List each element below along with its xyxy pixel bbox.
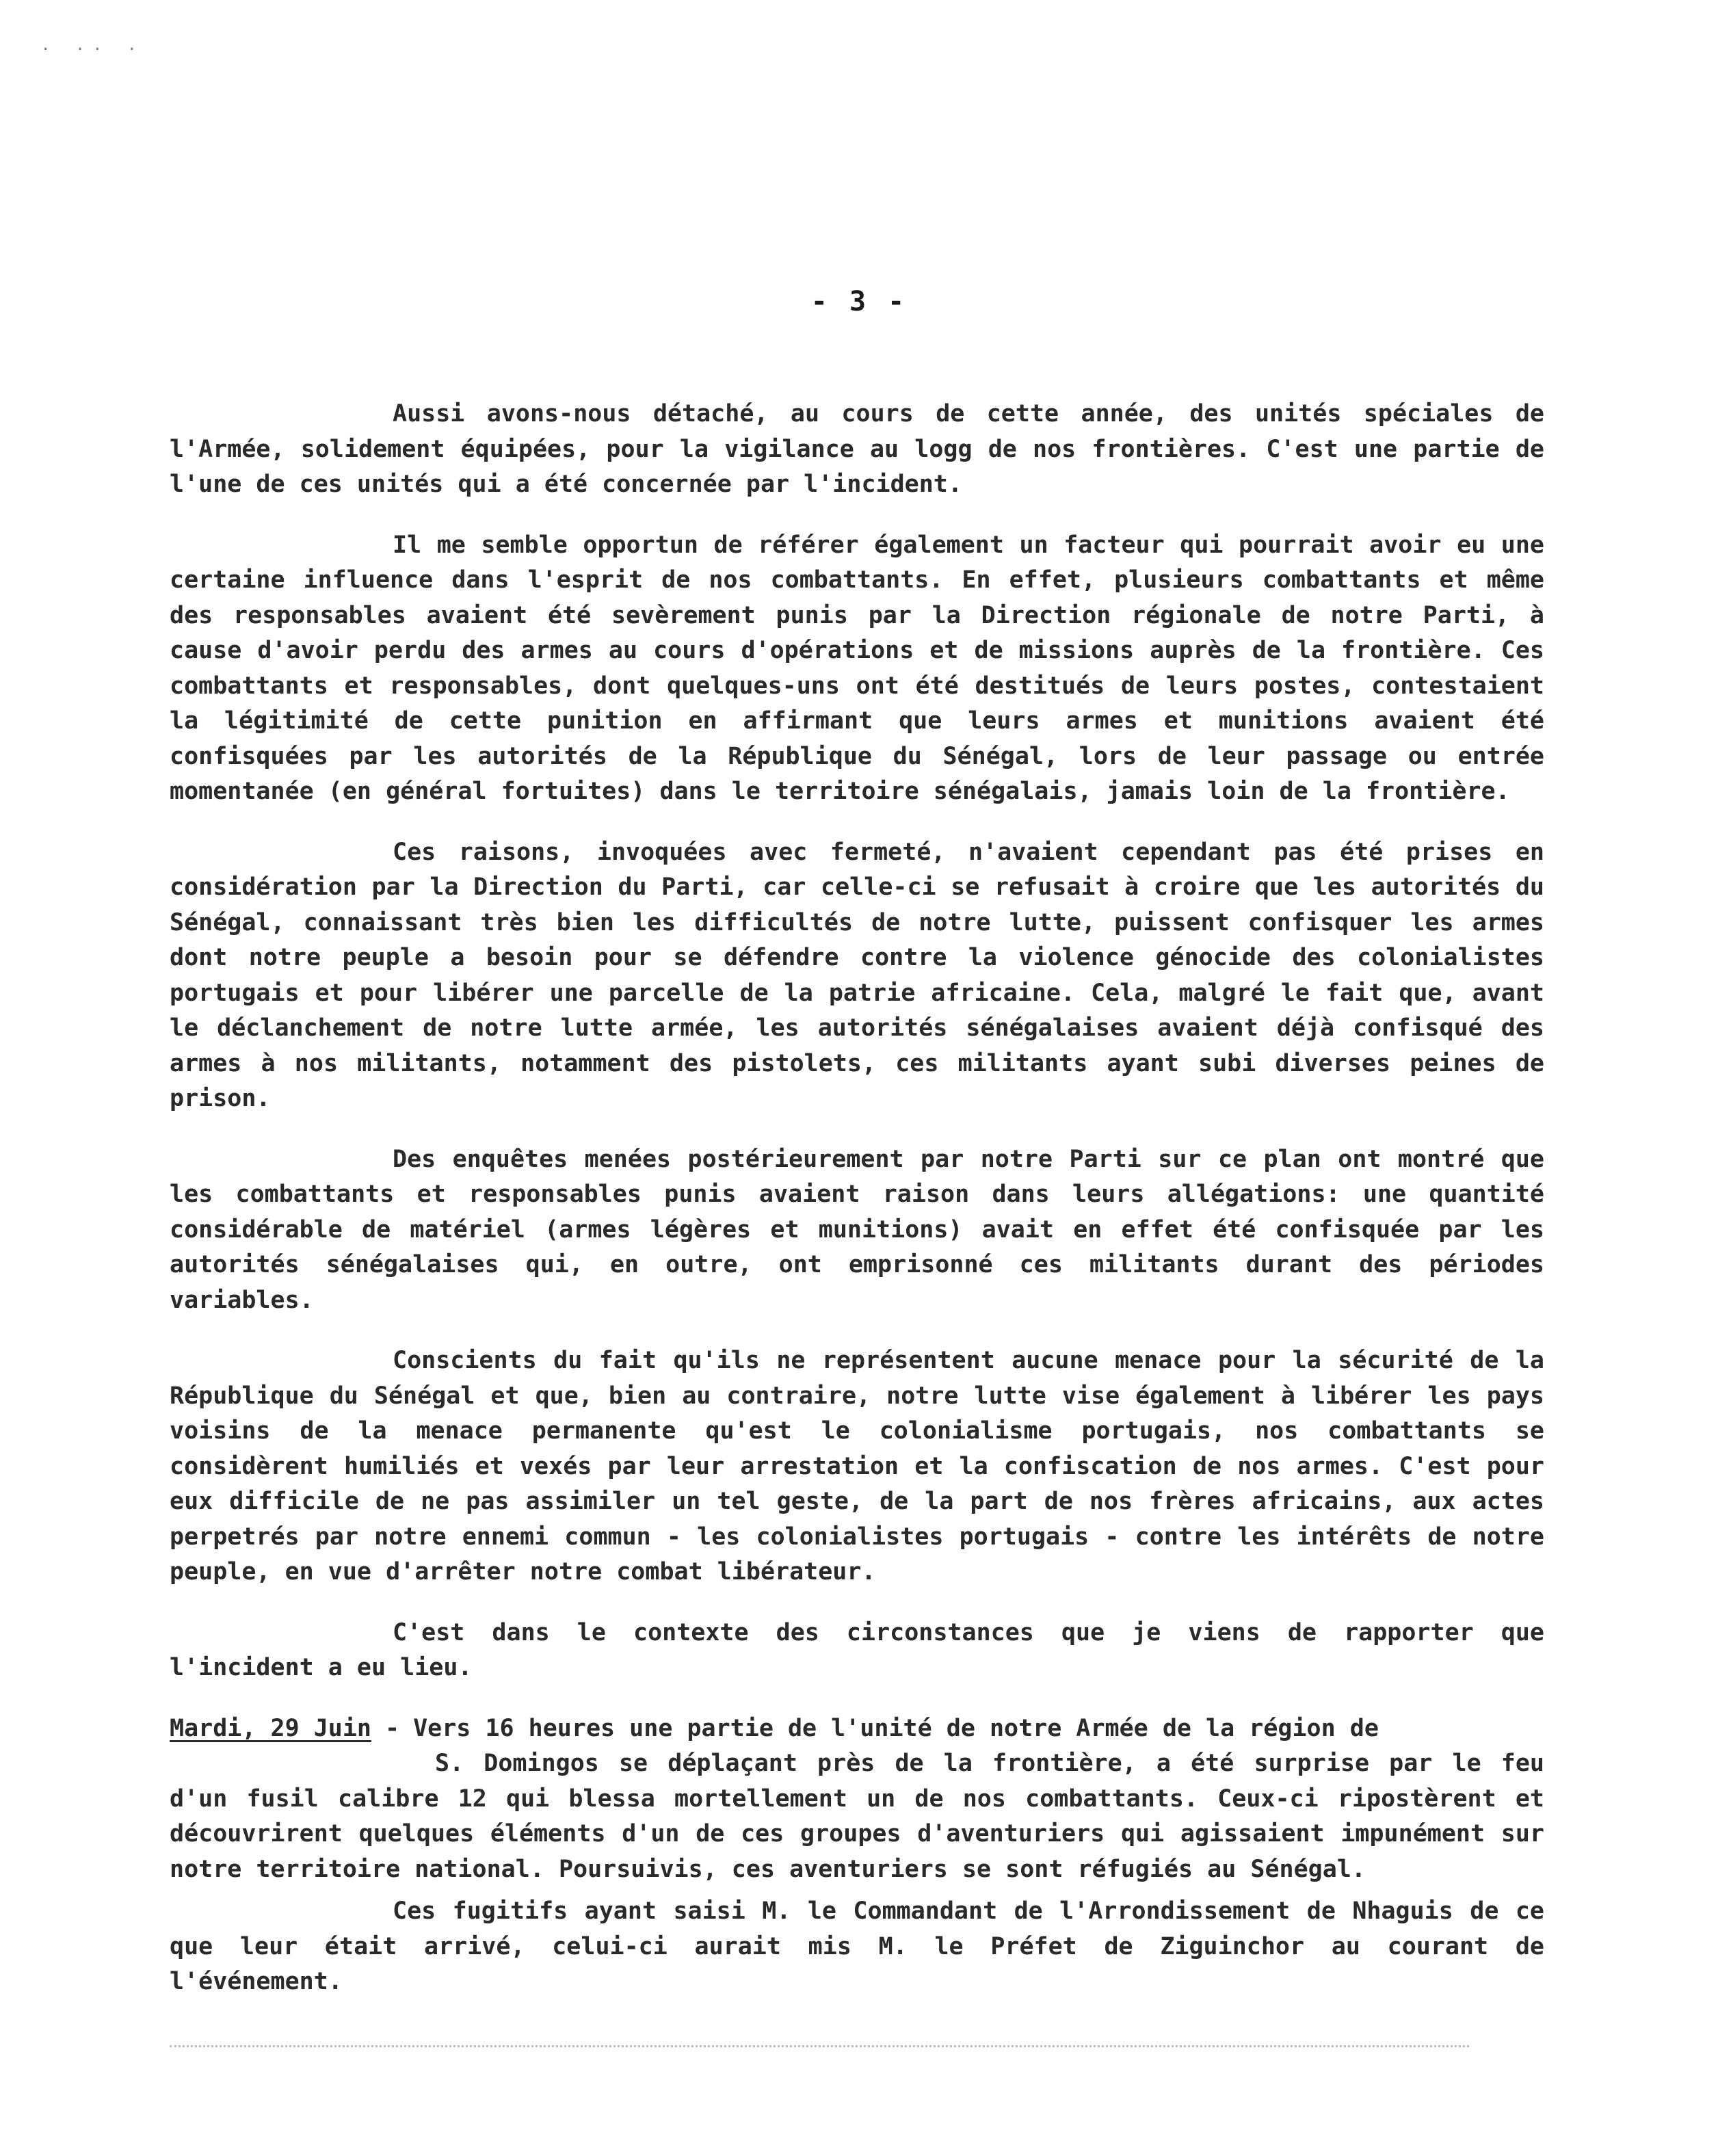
closing-paragraph: Ces fugitifs ayant saisi M. le Commandant de l'Arrondissement de Nhaguis de ce que leur était arrivé, celui-ci aurait mis M. le Préfet de Ziguinchor au courant de l'événement. (170, 1897, 1544, 1995)
dated-entry (170, 1711, 1544, 1888)
page-number: - 3 - (810, 286, 908, 317)
paragraph-2: Il me semble opportun de référer également un facteur qui pourrait avoir eu une certaine influence dans l'esprit de nos combattants. En effet, plusieurs combattants et même des responsables avaient été sevèrement punis par la Direction régionale de notre Parti, à cause d'avoir perdu des armes au cours d'opérations et de missions auprès de la frontière. Ces combattants et responsables, dont quelques-uns ont été destitués de leurs postes, contestaient la légitimité de cette punition en affirmant que leurs armes et munitions avaient été confisquées par les autorités de la République du Sénégal, lors de leur passage ou entrée momentanée (en général fortuites) dans le territoire sénégalais, jamais loin de la frontière. (170, 531, 1544, 805)
scan-artifact-line (170, 2045, 1469, 2047)
paragraph-6: C'est dans le contexte des circonstances que je viens de rapporter que l'incident a eu lieu. (170, 1618, 1544, 1681)
paragraph-4: Des enquêtes menées postérieurement par notre Parti sur ce plan ont montré que les combattants et responsables punis avaient raison dans leurs allégations: une quantité considérable de matériel (armes légères et munitions) avait en effet été confisquée par les autorités sénégalaises qui, en outre, ont emprisonné ces militants durant des périodes variables. (170, 1145, 1544, 1314)
paragraph-5: Conscients du fait qu'ils ne représentent aucune menace pour la sécurité de la République du Sénégal et que, bien au contraire, notre lutte vise également à libérer les pays voisins de la menace permanente qu'est le colonialisme portugais, nos combattants se considèrent humiliés et vexés par leur arrestation et la confiscation de nos armes. C'est pour eux difficile de ne pas assimiler un tel geste, de la part de nos frères africains, aux actes perpetrés par notre ennemi commun - les colonialistes portugais - contre les intérêts de notre peuple, en vue d'arrêter notre combat libérateur. (170, 1347, 1544, 1586)
entry-first-line-text: Vers 16 heures une partie de l'unité de notre Armée de la région de (413, 1714, 1379, 1742)
entry-date: Mardi, 29 Juin (170, 1714, 372, 1742)
dated-entry-first-line (170, 1711, 1544, 1747)
document-body (170, 397, 1544, 2025)
scan-artifact: · ·· · (41, 41, 145, 58)
paragraph-1: Aussi avons-nous détaché, au cours de cette année, des unités spéciales de l'Armée, solidement équipées, pour la vigilance au logg de nos frontières. C'est une partie de l'une de ces unités qui a été concernée par l'incident. (170, 400, 1544, 498)
entry-continuation: S. Domingos se déplaçant près de la frontière, a été surprise par le feu d'un fusil calibre 12 qui blessa mortellement un de nos combattants. Ceux-ci ripostèrent et découvrirent quelques éléments d'un de ces groupes d'aventuriers qui agissaient impunément sur notre territoire national. Poursuivis, ces aventuriers se sont réfugiés au Sénégal. (170, 1750, 1544, 1883)
entry-separator: - (385, 1714, 400, 1742)
dated-entry-body (170, 1746, 1544, 1887)
paragraph-3: Ces raisons, invoquées avec fermeté, n'avaient cependant pas été prises en considération par la Direction du Parti, car celle-ci se refusait à croire que les autorités du Sénégal, connaissant très bien les difficultés de notre lutte, puissent confisquer les armes dont notre peuple a besoin pour se défendre contre la violence génocide des colonialistes portugais et pour libérer une parcelle de la patrie africaine. Cela, malgré le fait que, avant le déclanchement de notre lutte armée, les autorités sénégalaises avaient déjà confisqué des armes à nos militants, notamment des pistolets, ces militants ayant subi diverses peines de prison. (170, 838, 1544, 1112)
